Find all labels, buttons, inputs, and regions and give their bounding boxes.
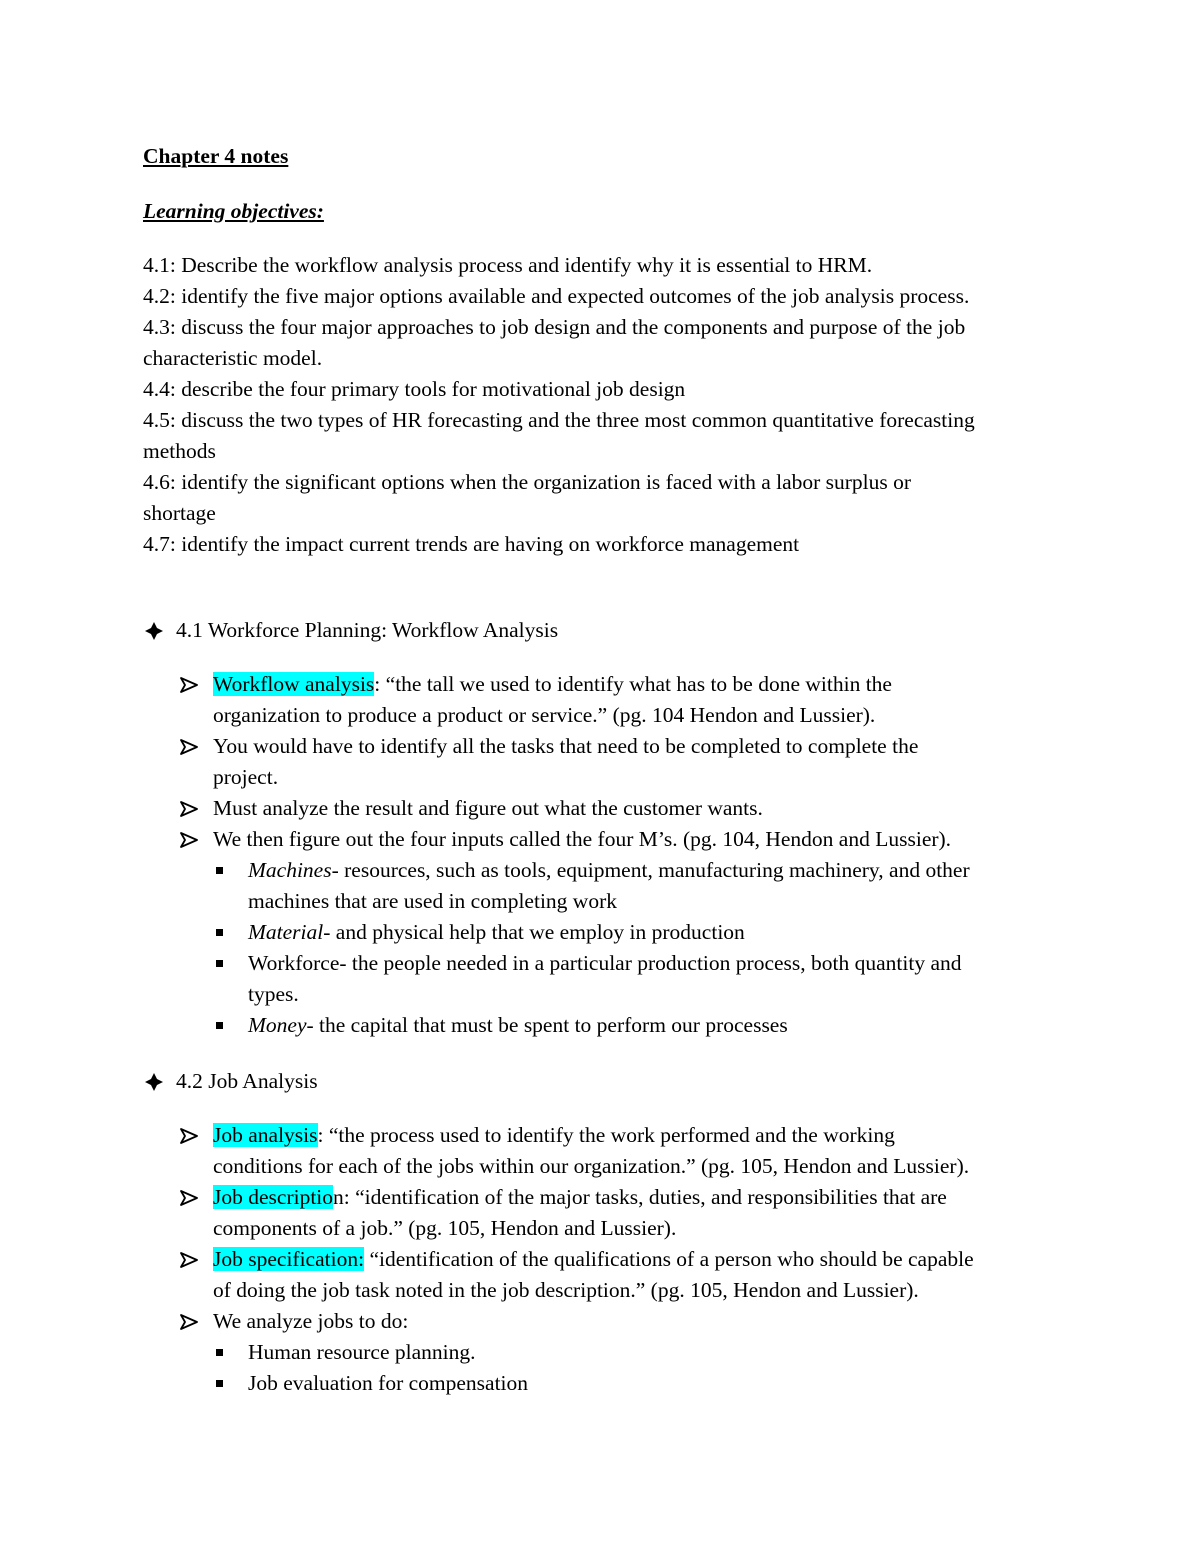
bullet-item [213, 1244, 974, 1275]
section-heading: 4.2 Job Analysis [176, 1069, 318, 1093]
arrowhead-bullet-icon [180, 1190, 198, 1206]
highlighted-term: Workflow analysis [213, 672, 375, 696]
objective-line: 4.5: discuss the two types of HR forecasting and the three most common quantitative forecasting [143, 408, 975, 432]
bullet-continuation: organization to produce a product or service.” (pg. 104 Hendon and Lussier). [213, 703, 876, 727]
bullet-continuation: project. [213, 765, 279, 789]
objective-line: 4.3: discuss the four major approaches to job design and the components and purpose of the job [143, 315, 966, 339]
sub-bullet-text: - and physical help that we employ in production [323, 920, 745, 944]
square-bullet-icon [216, 1380, 223, 1387]
bullet-text: n: “identification of the major tasks, duties, and responsibilities that are [333, 1185, 947, 1209]
sub-bullet-item [248, 855, 970, 886]
highlighted-term: Job specification: [213, 1247, 365, 1271]
arrowhead-bullet-icon [180, 801, 198, 817]
square-bullet-icon [216, 929, 223, 936]
bullet-continuation: components of a job.” (pg. 105, Hendon and Lussier). [213, 1216, 677, 1240]
bullet-item: Must analyze the result and figure out what the customer wants. [213, 796, 763, 820]
arrowhead-bullet-icon [180, 677, 198, 693]
bullet-continuation: conditions for each of the jobs within our organization.” (pg. 105, Hendon and Lussier). [213, 1154, 970, 1178]
bullet-item [213, 669, 892, 700]
sub-bullet-continuation: types. [248, 982, 299, 1006]
arrowhead-bullet-icon [180, 1252, 198, 1268]
bullet-item [213, 1182, 947, 1213]
square-bullet-icon [216, 1022, 223, 1029]
sub-bullet-text: - the capital that must be spent to perform our processes [306, 1013, 788, 1037]
bullet-continuation: of doing the job task noted in the job description.” (pg. 105, Hendon and Lussier). [213, 1278, 919, 1302]
sub-bullet-item: Workforce- the people needed in a particular production process, both quantity and [248, 951, 962, 975]
sub-bullet-item: Human resource planning. [248, 1340, 476, 1364]
term: Money [248, 1013, 307, 1037]
objective-line: characteristic model. [143, 346, 323, 370]
section-heading: 4.1 Workforce Planning: Workflow Analysis [176, 618, 559, 642]
objective-line: 4.4: describe the four primary tools for motivational job design [143, 377, 686, 401]
objective-line: 4.6: identify the significant options when the organization is faced with a labor surplus or [143, 470, 912, 494]
highlighted-term: Job analysis [213, 1123, 318, 1147]
arrowhead-bullet-icon [180, 832, 198, 848]
sub-bullet-item: Job evaluation for compensation [248, 1371, 529, 1395]
arrowhead-bullet-icon [180, 739, 198, 755]
page-title: Chapter 4 notes [143, 144, 289, 168]
square-bullet-icon [216, 867, 223, 874]
square-bullet-icon [216, 1349, 223, 1356]
objective-line: 4.7: identify the impact current trends are having on workforce management [143, 532, 800, 556]
bullet-item: We then figure out the four inputs called the four M’s. (pg. 104, Hendon and Lussier). [213, 827, 952, 851]
square-bullet-icon [216, 960, 223, 967]
bullet-item: We analyze jobs to do: [213, 1309, 409, 1333]
objective-line: 4.1: Describe the workflow analysis process and identify why it is essential to HRM. [143, 253, 873, 277]
bullet-item: You would have to identify all the tasks that need to be completed to complete the [213, 734, 919, 758]
bullet-text: “identification of the qualifications of a person who should be capable [364, 1247, 974, 1271]
highlighted-term: Job descriptio [213, 1185, 334, 1209]
diamond-bullet-icon [143, 1071, 165, 1093]
sub-bullet-item [248, 917, 745, 948]
sub-bullet-text: - resources, such as tools, equipment, manufacturing machinery, and other [331, 858, 970, 882]
objective-line: shortage [143, 501, 216, 525]
bullet-text: : “the process used to identify the work performed and the working [317, 1123, 895, 1147]
objective-line: methods [143, 439, 216, 463]
arrowhead-bullet-icon [180, 1314, 198, 1330]
sub-bullet-continuation: machines that are used in completing work [248, 889, 617, 913]
bullet-item [213, 1120, 895, 1151]
objectives-heading: Learning objectives: [143, 199, 324, 223]
diamond-bullet-icon [143, 620, 165, 642]
sub-bullet-item [248, 1010, 788, 1041]
bullet-text: : “the tall we used to identify what has to be done within the [374, 672, 892, 696]
arrowhead-bullet-icon [180, 1128, 198, 1144]
objective-line: 4.2: identify the five major options available and expected outcomes of the job analysis process. [143, 284, 970, 308]
term: Machines [248, 858, 332, 882]
term: Material [248, 920, 324, 944]
